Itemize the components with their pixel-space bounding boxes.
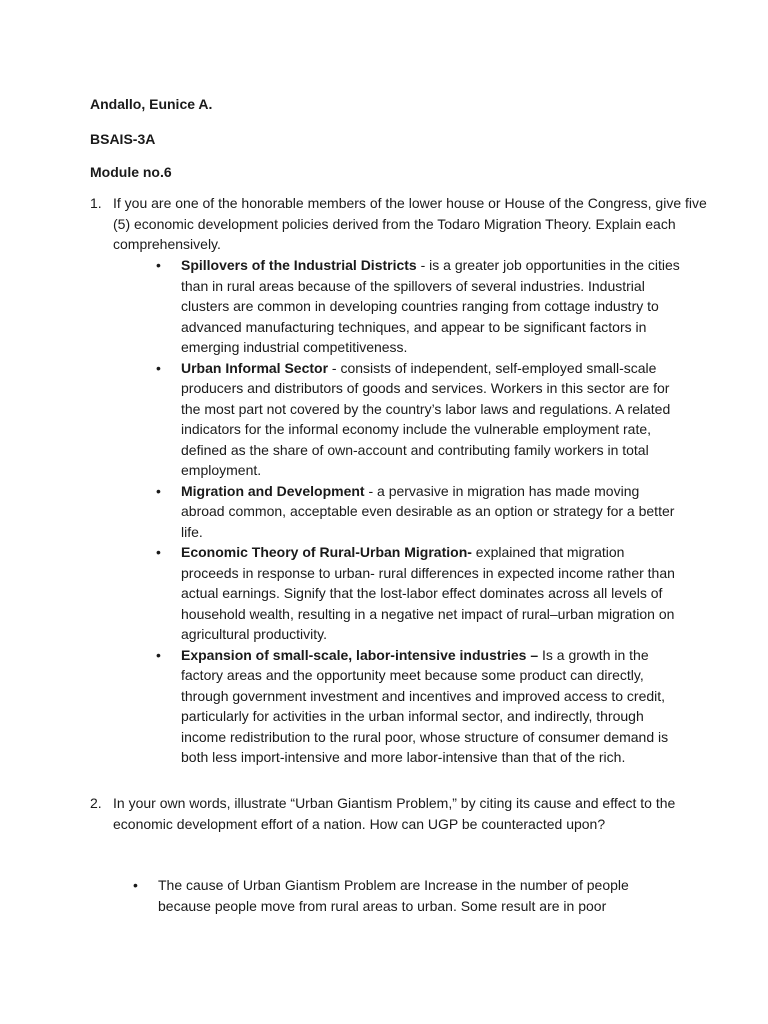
- question-number: 2.: [90, 795, 102, 811]
- list-item: [156, 645, 681, 768]
- policy-title: Economic Theory of Rural-Urban Migration-: [181, 544, 472, 560]
- module-title: Module no.6: [90, 164, 172, 180]
- bullet-icon: •: [156, 544, 161, 560]
- student-name: Andallo, Eunice A.: [90, 96, 213, 112]
- policy-description: explained that migration proceeds in response to urban- rural differences in expected income rather than actual earnings. Signify that the lost-labor effect dominates across all levels of household wealth, resulting in a negative net impact of rural–urban migration on agricultural productivity.: [181, 544, 675, 642]
- bullet-icon: •: [156, 359, 161, 376]
- answer-list: [133, 875, 678, 916]
- policy-description: - is a greater job opportunities in the cities than in rural areas because of the spillovers of several industries. Industrial clusters are common in developing countries ranging from cottage industry to advanced manufacturing techniques, and appear to be significant factors in emerging industrial competitiveness.: [181, 257, 680, 355]
- bullet-icon: •: [133, 877, 138, 893]
- policy-title: Spillovers of the Industrial Districts: [181, 257, 417, 273]
- question-text: In your own words, illustrate “Urban Giantism Problem,” by citing its cause and effect to the economic development effort of a nation. How can UGP be counteracted upon?: [113, 795, 676, 832]
- list-item: [156, 255, 681, 358]
- answer-text: The cause of Urban Giantism Problem are Increase in the number of people because people move from rural areas to urban. Some result are in poor: [158, 877, 629, 914]
- bullet-icon: •: [156, 482, 161, 499]
- list-item: [156, 542, 681, 645]
- list-item: [133, 875, 678, 916]
- policy-description: - a pervasive in migration has made moving abroad common, acceptable even desirable as an option or strategy for a better life.: [181, 482, 675, 540]
- question-text: If you are one of the honorable members of the lower house or House of the Congress, give five (5) economic development policies derived from the Todaro Migration Theory. Explain each comprehensively.: [113, 195, 707, 252]
- policy-description: Is a growth in the factory areas and the opportunity meet because some product can directly, through government investment and incentives and improved access to credit, particularly for activities in the urban informal sector, and indirectly, through income redistribution to the rural poor, whose structure of consumer demand is both less import-intensive and more labor-intensive than that of the rich.: [181, 646, 669, 765]
- bullet-icon: •: [156, 257, 161, 273]
- policy-description: - consists of independent, self-employed small-scale producers and distributors of goods and services. Workers in this sector are for the most part not covered by the country’s labor laws and regulations. A related indicators for the informal economy include the vulnerable employment rate, defined as the share of own-account and contributing family workers in total employment.: [181, 359, 671, 478]
- question-number: 1.: [90, 195, 102, 211]
- bullet-icon: •: [156, 646, 161, 663]
- policy-title: Migration and Development: [181, 482, 365, 499]
- policy-title: Expansion of small-scale, labor-intensive industries –: [181, 646, 539, 663]
- policy-title: Urban Informal Sector: [181, 359, 329, 376]
- question-2: [90, 793, 710, 834]
- question-1: [90, 193, 710, 255]
- list-item: [156, 358, 681, 481]
- policy-list: [156, 255, 681, 768]
- student-section: BSAIS-3A: [90, 131, 156, 147]
- list-item: [156, 481, 681, 543]
